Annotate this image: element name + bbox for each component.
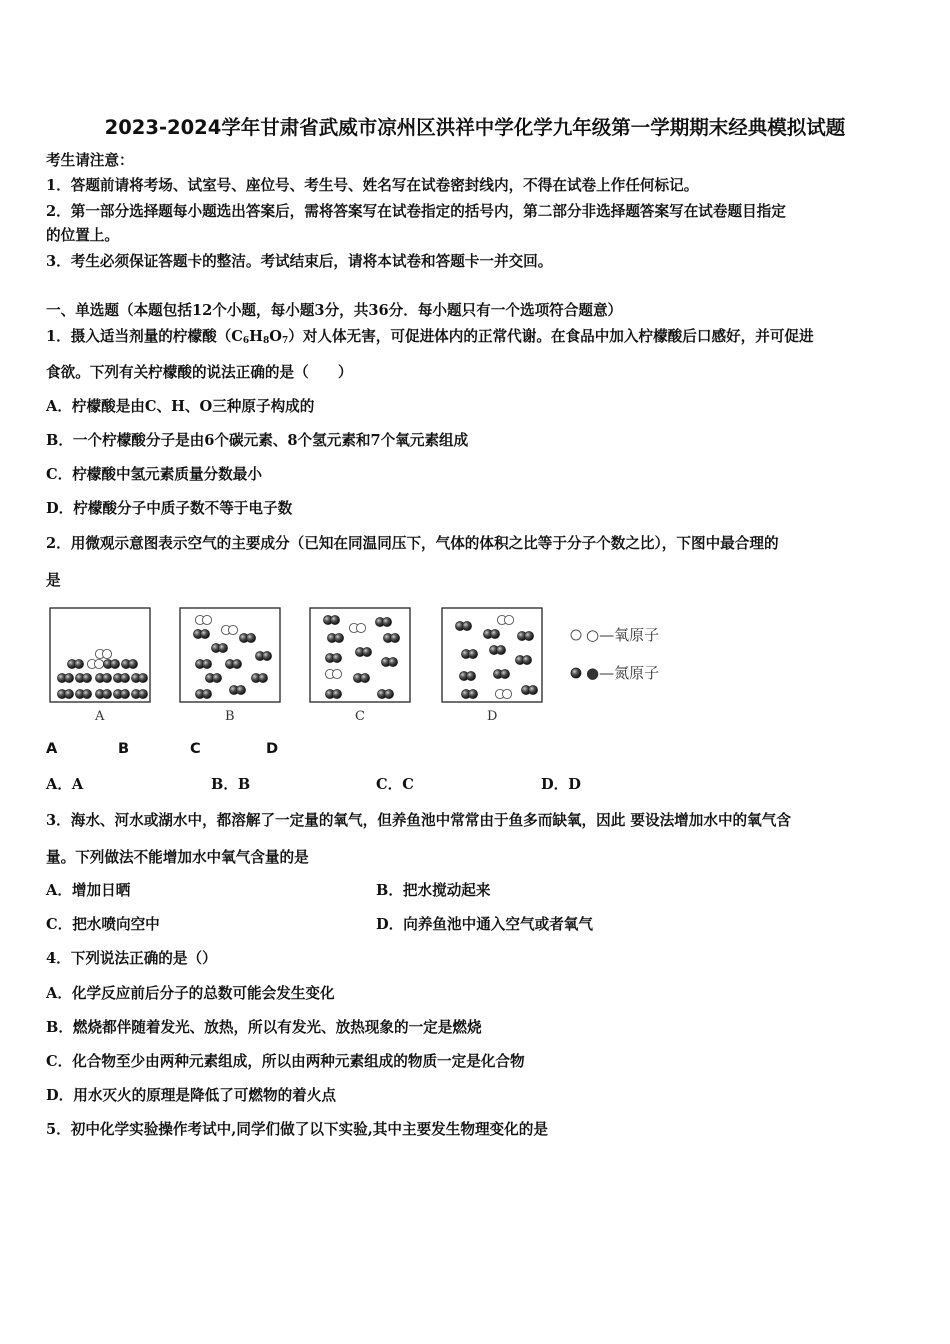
q3-option-b: B．把水搅动起来: [376, 882, 491, 899]
nitrogen-atom-icon: [138, 673, 147, 682]
q4-option-d: D．用水灭火的原理是降低了可燃物的着火点: [46, 1087, 336, 1104]
q1-sub-o: 7: [281, 336, 289, 346]
nitrogen-atom-icon: [332, 689, 341, 698]
nitrogen-atom-icon: [236, 685, 245, 694]
nitrogen-atom-icon: [64, 673, 73, 682]
q1-stem-line1: [46, 327, 814, 351]
q1-text-a: 1．摄入适当剂量的柠檬酸（C: [46, 328, 243, 345]
q4-stem: 4．下列说法正确的是（）: [46, 950, 217, 967]
q3-option-c: C．把水喷向空中: [46, 916, 160, 933]
nitrogen-atom-icon: [82, 673, 91, 682]
nitrogen-atom-icon: [388, 657, 397, 666]
nitrogen-atom-icon: [360, 673, 369, 682]
nitrogen-atom-icon: [128, 659, 137, 668]
oxygen-atom-icon: [571, 630, 581, 640]
nitrogen-atom-icon: [330, 615, 339, 624]
q1-option-c: C．柠檬酸中氢元素质量分数最小: [46, 466, 262, 483]
q2-option-a: A．A: [46, 776, 84, 793]
nitrogen-atom-icon: [102, 673, 111, 682]
nitrogen-atom-icon: [64, 689, 73, 698]
q1-option-b: B．一个柠檬酸分子是由6个碳元素、8个氢元素和7个氧元素组成: [46, 432, 469, 449]
q2-option-d: D．D: [541, 776, 581, 793]
q1-option-d: D．柠檬酸分子中质子数不等于电子数: [46, 500, 293, 517]
oxygen-atom-icon: [202, 615, 211, 624]
q3-option-a: A．增加日晒: [46, 882, 131, 899]
molecule-box-label-a: A: [95, 709, 105, 724]
q2-label-d: D: [266, 740, 279, 757]
q3-stem-line2: 量。下列做法不能增加水中氧气含量的是: [46, 849, 309, 866]
q1-stem-line2: 食欲。下列有关柠檬酸的说法正确的是（ ）: [46, 364, 353, 381]
q3-option-d: D．向养鱼池中通入空气或者氧气: [376, 916, 593, 933]
nitrogen-atom-icon: [522, 655, 531, 664]
notice-heading: 考生请注意：: [46, 152, 134, 169]
nitrogen-atom-icon: [384, 689, 393, 698]
notice-item-1: 1．答题前请将考场、试室号、座位号、考生号、姓名写在试卷密封线内，不得在试卷上作任何标记。: [46, 177, 699, 194]
nitrogen-atom-icon: [528, 685, 537, 694]
nitrogen-atom-icon: [500, 669, 509, 678]
molecule-box-label-b: B: [225, 709, 235, 724]
q2-option-b: B．B: [211, 776, 251, 793]
nitrogen-atom-icon: [382, 617, 391, 626]
oxygen-atom-icon: [356, 623, 365, 632]
q2-label-c: C: [190, 740, 201, 757]
nitrogen-atom-icon: [468, 649, 477, 658]
q1-text-h: H: [249, 328, 263, 345]
notice-item-2: 2．第一部分选择题每小题选出答案后，需将答案写在试卷指定的括号内，第二部分非选择题答案写在试卷题目指定: [46, 203, 786, 220]
molecule-diagram: [44, 604, 684, 730]
nitrogen-atom-icon: [232, 659, 241, 668]
legend-oxygen: [571, 626, 659, 644]
legend-nitrogen-label: ●—氮原子: [586, 664, 660, 682]
q1-text-b: ）对人体无害，可促进体内的正常代谢。在食品中加入柠檬酸后口感好，并可促进: [288, 328, 814, 345]
nitrogen-atom-icon: [200, 629, 209, 638]
oxygen-atom-icon: [332, 669, 341, 678]
nitrogen-atom-icon: [496, 645, 505, 654]
nitrogen-atom-icon: [390, 633, 399, 642]
oxygen-atom-icon: [94, 659, 103, 668]
nitrogen-atom-icon: [82, 689, 91, 698]
nitrogen-atom-icon: [524, 631, 533, 640]
oxygen-atom-icon: [502, 689, 511, 698]
q2-stem-line1: 2．用微观示意图表示空气的主要成分（已知在同温同压下，气体的体积之比等于分子个数之比），下图中最合理的: [46, 535, 779, 552]
nitrogen-atom-icon: [362, 647, 371, 656]
q4-option-a: A．化学反应前后分子的总数可能会发生变化: [46, 985, 335, 1002]
nitrogen-atom-icon: [490, 629, 499, 638]
oxygen-atom-icon: [228, 625, 237, 634]
nitrogen-atom-icon: [334, 633, 343, 642]
q2-option-c: C．C: [376, 776, 414, 793]
nitrogen-atom-icon: [120, 673, 129, 682]
molecule-box-label-c: C: [355, 709, 365, 724]
q1-sub-c: 6: [242, 336, 250, 346]
nitrogen-atom-icon: [138, 689, 147, 698]
q3-stem-line1: 3．海水、河水或湖水中，都溶解了一定量的氧气，但养鱼池中常常由于鱼多而缺氧，因此 要设法增加水中的氧气含: [46, 812, 791, 829]
nitrogen-atom-icon: [246, 633, 255, 642]
q2-label-a: A: [46, 740, 58, 757]
nitrogen-atom-icon: [74, 659, 83, 668]
nitrogen-atom-icon: [332, 653, 341, 662]
nitrogen-atom-icon: [102, 689, 111, 698]
q4-option-c: C．化合物至少由两种元素组成，所以由两种元素组成的物质一定是化合物: [46, 1053, 525, 1070]
oxygen-atom-icon: [102, 649, 111, 658]
q4-option-b: B．燃烧都伴随着发光、放热，所以有发光、放热现象的一定是燃烧: [46, 1019, 482, 1036]
nitrogen-atom-icon: [110, 659, 119, 668]
legend-oxygen-label: ○—氧原子: [586, 626, 660, 644]
nitrogen-atom-icon: [466, 671, 475, 680]
nitrogen-atom-icon: [218, 643, 227, 652]
nitrogen-atom-icon: [262, 651, 271, 660]
legend-nitrogen: [571, 664, 659, 682]
molecule-box-label-d: D: [487, 709, 498, 724]
q1-sub-h: 8: [262, 336, 270, 346]
q2-stem-line2: 是: [46, 572, 61, 589]
nitrogen-atom-icon: [212, 673, 221, 682]
nitrogen-atom-icon: [202, 689, 211, 698]
nitrogen-atom-icon: [468, 689, 477, 698]
nitrogen-atom-icon: [202, 659, 211, 668]
oxygen-atom-icon: [504, 615, 513, 624]
notice-item-3: 3．考生必须保证答题卡的整洁。考试结束后，请将本试卷和答题卡一并交回。: [46, 253, 553, 270]
q5-stem: 5．初中化学实验操作考试中,同学们做了以下实验,其中主要发生物理变化的是: [46, 1121, 548, 1138]
q2-label-b: B: [118, 740, 130, 757]
nitrogen-atom-icon: [120, 689, 129, 698]
q1-option-a: A．柠檬酸是由C、H、O三种原子构成的: [46, 398, 315, 415]
q1-text-o: O: [269, 328, 282, 345]
notice-item-2-cont: 的位置上。: [46, 227, 119, 244]
nitrogen-atom-icon: [258, 673, 267, 682]
exam-title: 2023-2024学年甘肃省武威市凉州区洪祥中学化学九年级第一学期期末经典模拟试题: [104, 116, 846, 139]
nitrogen-atom-icon: [462, 621, 471, 630]
nitrogen-atom-icon: [571, 668, 581, 678]
section-heading: 一、单选题（本题包括12个小题，每小题3分，共36分．每小题只有一个选项符合题意）: [46, 302, 623, 319]
